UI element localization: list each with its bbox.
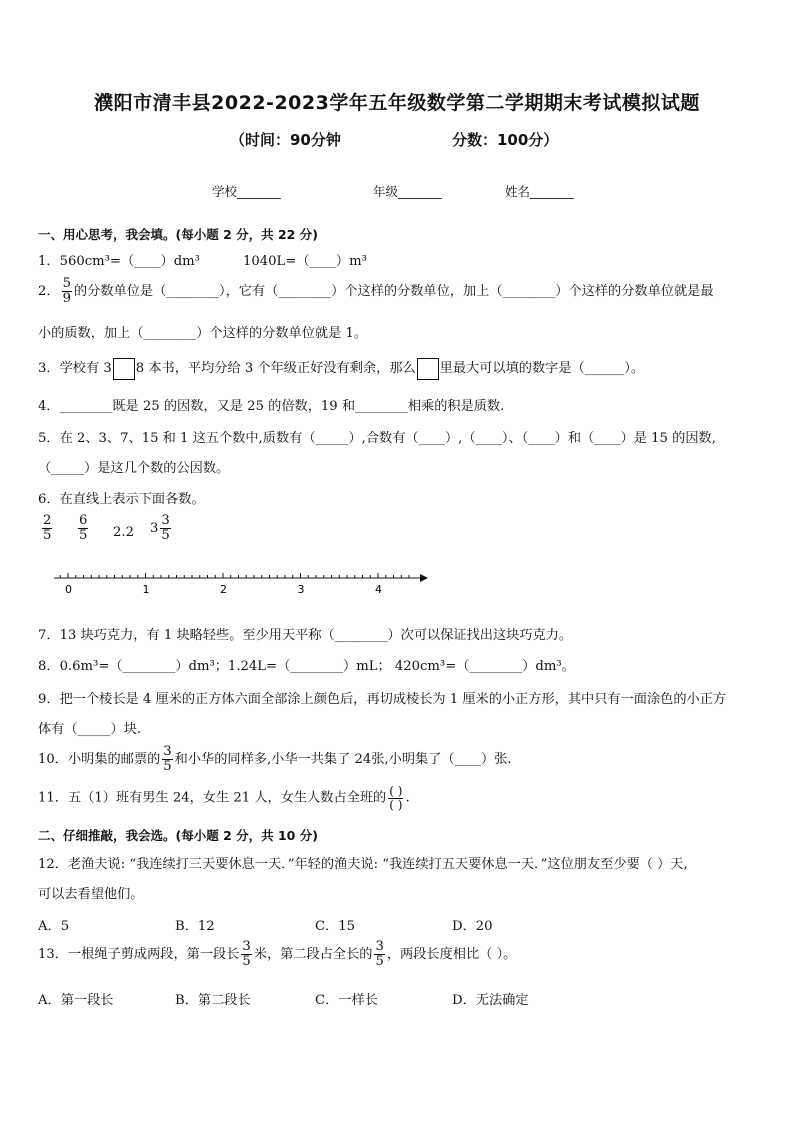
blank-fraction [388,785,403,811]
question-1-part-a: 1．560cm³=（____）dm³ [38,254,200,269]
question-8: 8．0.6m³=（________）dm³；1.24L=（________）mL； 420cm³=（________）dm³。 [38,659,575,674]
question-5-line-2: （_____）是这几个数的公因数。 [38,461,230,476]
name-field: 姓名_______ [505,184,574,199]
total-score: 分数：100分） [452,131,559,149]
time-limit: （时间：90分钟 [230,131,341,149]
question-6: 6．在直线上表示下面各数。 [38,492,205,507]
q13-option-c[interactable]: C．一样长 [315,993,378,1008]
frac-numerator: 3 [163,744,172,759]
frac-numerator: 2 [43,513,52,528]
tick-label: 1 [142,583,150,596]
fraction-3-5 [162,745,172,774]
tick-label: 0 [65,583,72,596]
question-7: 7．13 块巧克力，有 1 块略轻些。至少用天平称（________）次可以保证找出这块巧克力。 [38,628,573,643]
question-2-line-1 [38,277,714,306]
frac-numerator: 3 [375,939,384,954]
frac-numerator: 3 [242,939,251,954]
question-13 [38,940,516,969]
number-2-2: 2.2 [113,525,134,540]
frac-denominator: 5 [161,527,170,543]
question-10 [38,745,512,774]
fraction-5-9 [62,277,72,306]
q12-option-a[interactable]: A．5 [38,919,70,934]
number-line [50,568,440,598]
frac-numerator: ( ) [389,784,403,798]
frac-denominator: 5 [79,527,88,543]
number-2-5 [40,514,54,543]
exam-title: 濮阳市清丰县2022-2023学年五年级数学第二学期期末考试模拟试题 [94,92,700,114]
question-12-line-2: 可以去看望他们。 [38,887,144,902]
question-11-part-b: . [405,790,410,806]
question-10-part-a: 10．小明集的邮票的 [38,751,161,767]
section-1-title: 一、用心思考，我会填。(每小题 2 分，共 22 分) [38,227,318,242]
frac-denominator: 5 [43,527,52,543]
question-2-number: 2． [38,283,60,299]
question-11-part-a: 11．五（1）班有男生 24，女生 21 人，女生人数占全班的 [38,790,387,806]
question-3-part-b: 8 本书，平均分给 3 个年级正好没有剩余，那么 [135,361,416,376]
frac-denominator: 5 [163,758,172,774]
q12-option-d[interactable]: D．20 [452,919,493,934]
mixed-whole: 3 [150,520,159,536]
number-3-3-5 [150,514,173,543]
tick-label: 4 [375,583,382,596]
frac-denominator: 9 [62,290,71,306]
question-2-text: 的分数单位是（________），它有（________）个这样的分数单位，加上（________）个这样的分数单位就是最 [73,283,714,299]
question-11 [38,785,410,811]
q13-option-b[interactable]: B．第二段长 [175,993,251,1008]
frac-denominator: 5 [375,953,384,969]
question-13-part-c: ，两段长度相比（ ）。 [386,946,517,962]
question-12-line-1: 12．老渔夫说: “我连续打三天要休息一天．”年轻的渔夫说: “我连续打五天要休息一天．”这位朋友至少要（ ）天, [38,857,688,872]
frac-numerator: 5 [62,276,71,291]
q13-option-d[interactable]: D．无法确定 [452,993,529,1008]
question-9-line-2: 体有（_____）块. [38,722,142,737]
question-9-line-1: 9．把一个棱长是 4 厘米的正方体六面全部涂上颜色后，再切成棱长为 1 厘米的小正方形，其中只有一面涂色的小正方 [38,692,727,707]
section-2-title: 二、仔细推敲，我会选。(每小题 2 分，共 10 分) [38,828,318,843]
grade-field: 年级_______ [373,184,442,199]
fraction-3-5 [374,940,384,969]
question-5-line-1: 5．在 2、3、7、15 和 1 这五个数中,质数有（_____）,合数有（____）,（____）、（____）和（____）是 15 的因数, [38,431,716,446]
q12-option-c[interactable]: C．15 [315,919,356,934]
question-4: 4．________既是 25 的因数，又是 25 的倍数，19 和________相乘的积是质数. [38,399,505,414]
frac-denominator: 5 [242,953,251,969]
tick-label: 3 [297,583,305,596]
q13-option-a[interactable]: A．第一段长 [38,993,114,1008]
question-13-part-b: 米，第二段占全长的 [253,946,373,962]
question-1-part-b: 1040L=（____）m³ [243,254,367,269]
question-3-part-a: 3．学校有 3 [38,361,112,376]
frac-numerator: 6 [79,513,88,528]
blank-box [417,358,439,380]
question-3-part-c: 里最大可以填的数字是（______）。 [439,361,645,376]
question-3 [38,357,644,380]
question-2-line-2: 小的质数，加上（________）个这样的分数单位就是 1。 [38,326,368,341]
frac-denominator: ( ) [389,797,403,812]
blank-box [113,358,135,380]
school-field: 学校_______ [212,184,281,199]
tick-label: 2 [220,583,227,596]
arrow-head-icon [420,574,428,582]
fraction-3-5 [241,940,251,969]
question-13-part-a: 13．一根绳子剪成两段，第一段长 [38,946,240,962]
number-6-5 [76,514,90,543]
question-10-part-b: 和小华的同样多,小华一共集了 24张,小明集了（____）张. [174,751,512,767]
frac-numerator: 3 [161,513,170,528]
q12-option-b[interactable]: B．12 [175,919,215,934]
